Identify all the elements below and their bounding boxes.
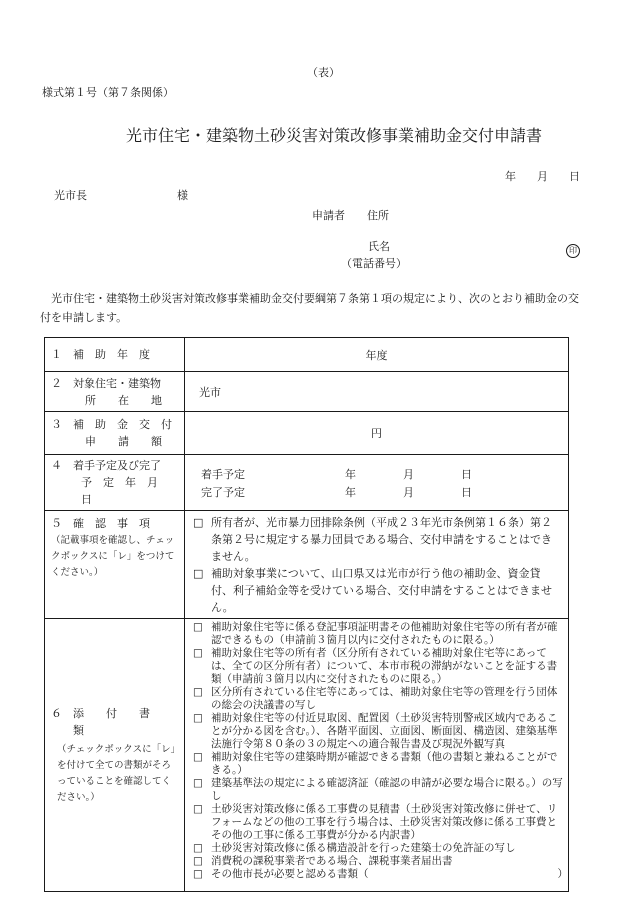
row-number: ４ <box>51 459 62 472</box>
row-confirmation <box>45 511 569 619</box>
row-attachments-label <box>45 619 185 892</box>
confirmation-item <box>193 565 562 616</box>
checkbox[interactable]: □ <box>193 803 203 815</box>
attachment-item <box>193 855 564 868</box>
city-prefix: 光市 <box>199 385 221 399</box>
confirmation-item <box>193 514 562 565</box>
application-form-table <box>44 337 569 892</box>
row-subsidy-year-label <box>45 338 185 372</box>
attachment-item-text: 補助対象住宅等の所有者（区分所有されている補助対象住宅等にあっては、全ての区分所有者）について、本市市税の滞納がないことを証する書類（申請前３箇月以内に交付されたものに限る。） <box>211 647 558 685</box>
applicant-phone-label: （電話番号） <box>341 257 407 270</box>
confirmation-item-text: 所有者が、光市暴力団排除条例（平成２３年光市条例第１６条）第２条第２号に規定する暴力団員である場合、交付申請をすることはできません。 <box>211 516 552 563</box>
end-month: 月 <box>403 485 414 499</box>
applicant-label: 申請者 <box>312 209 345 222</box>
attachment-item <box>193 647 564 686</box>
end-day: 日 <box>461 485 472 499</box>
attachment-item <box>193 803 564 842</box>
row-label: 添 付 書 類 <box>73 706 172 737</box>
attachment-item-text: 補助対象住宅等に係る登記事項証明書その他補助対象住宅等の所有者が確認できるもの（申請前３箇月以内に交付されたものに限る。） <box>211 621 558 646</box>
amount-field[interactable] <box>185 412 569 455</box>
checkbox[interactable]: □ <box>193 621 203 633</box>
checkbox[interactable]: □ <box>193 567 204 580</box>
checkbox[interactable]: □ <box>193 647 203 659</box>
row-number: １ <box>51 348 62 361</box>
page-side-label: （表） <box>307 66 340 79</box>
end-label: 完了予定 <box>201 485 245 499</box>
attachment-item <box>193 777 564 803</box>
applicant-address-label: 住所 <box>367 209 389 222</box>
row-amount-label <box>45 412 185 455</box>
attachment-item <box>193 751 564 777</box>
start-day: 日 <box>461 467 472 481</box>
attachment-items <box>185 619 569 892</box>
attachment-item-text: 建築基準法の規定による確認済証（確認の申請が必要な場合に限る。）の写し <box>211 777 563 802</box>
attachment-item-text: 補助対象住宅等の付近見取図、配置図（土砂災害特別警戒区域内であることが分かる図を含む。）、各階平面図、立面図、断面図、構造図、建築基準法施行令第８０条の３の規定への適合報告書及び現況外観写真 <box>211 712 558 750</box>
attachment-item-text: その他市長が必要と認める書類（ ） <box>211 868 568 880</box>
checkbox[interactable]: □ <box>193 777 203 789</box>
attachment-item <box>193 842 564 855</box>
page-title: 光市住宅・建築物土砂災害対策改修事業補助金交付申請書 <box>126 126 543 145</box>
date-year-label: 年 <box>505 170 516 183</box>
row-subsidy-year <box>45 338 569 372</box>
date-month-label: 月 <box>537 170 548 183</box>
checkbox[interactable]: □ <box>193 712 203 724</box>
year-unit: 年度 <box>365 348 388 362</box>
row-location-label <box>45 372 185 412</box>
checkbox[interactable]: □ <box>193 842 203 854</box>
end-year: 年 <box>345 485 356 499</box>
addressee-honorific: 様 <box>177 189 188 202</box>
confirmation-item-text: 補助対象事業について、山口県又は光市が行う他の補助金、資金貸付、利子補給金等を受けている場合、交付申請をすることはできません。 <box>211 567 552 614</box>
subsidy-year-field[interactable] <box>185 338 569 372</box>
row-amount <box>45 412 569 455</box>
attachment-item <box>193 868 568 881</box>
row-label-line2: 所 在 地 <box>85 393 162 407</box>
row-note: （チェックボックスに「レ」を付けて全ての書類がそろっていることを確認してください。） <box>57 743 176 803</box>
row-label: 補 助 年 度 <box>73 348 150 361</box>
schedule-field[interactable] <box>185 455 569 511</box>
location-field[interactable] <box>185 372 569 412</box>
start-year: 年 <box>345 467 356 481</box>
addressee-name: 光市長 <box>54 189 87 202</box>
intro-paragraph: 光市住宅・建築物土砂災害対策改修事業補助金交付要綱第７条第１項の規定により、次のとおり補助金の交付を申請します。 <box>40 292 579 324</box>
row-note: （記載事項を確認し、チェックボックスに「レ」をつけてください。） <box>51 535 175 578</box>
seal-icon: 印 <box>566 244 580 258</box>
checkbox[interactable]: □ <box>193 686 203 698</box>
row-schedule-label <box>45 455 185 511</box>
row-location <box>45 372 569 412</box>
row-confirmation-label <box>45 511 185 619</box>
row-number: ３ <box>51 418 62 431</box>
row-number: ２ <box>51 376 62 390</box>
attachment-item <box>193 712 564 751</box>
attachment-item-text: 土砂災害対策改修に係る構造設計を行った建築士の免許証の写し <box>211 842 516 854</box>
yen-unit: 円 <box>371 427 382 440</box>
row-attachments <box>45 619 569 892</box>
row-number: ５ <box>51 517 62 530</box>
attachment-item-text: 消費税の課税事業者である場合、課税事業者届出書 <box>211 855 453 867</box>
attachment-item-text: 補助対象住宅等の建築時期が確認できる書類（他の書類と兼ねることができる。） <box>211 751 558 776</box>
seal-mark <box>566 238 580 258</box>
attachment-item-text: 土砂災害対策改修に係る工事費の見積書（土砂災害対策改修に併せて、リフォームなどの他の工事を行う場合は、土砂災害対策改修に係る工事費とその他の工事に係る工事費が分かる内訳書） <box>211 803 558 841</box>
form-number: 様式第１号（第７条関係） <box>42 86 174 99</box>
row-schedule <box>45 455 569 511</box>
row-label: 確 認 事 項 <box>73 517 150 530</box>
checkbox[interactable]: □ <box>193 516 204 529</box>
checkbox[interactable]: □ <box>193 868 203 880</box>
attachment-item-text: 区分所有されている住宅等にあっては、補助対象住宅等の管理を行う団体の総会の決議書の写し <box>211 686 558 711</box>
row-label-line1: 補 助 金 交 付 <box>73 418 172 431</box>
attachment-item <box>193 621 564 647</box>
applicant-name-label: 氏名 <box>368 240 390 253</box>
row-label-line1: 着手予定及び完了 <box>73 459 161 472</box>
row-number: ６ <box>51 706 62 720</box>
checkbox[interactable]: □ <box>193 855 203 867</box>
start-month: 月 <box>403 467 414 481</box>
row-label-line2: 予 定 年 月 日 <box>81 476 169 506</box>
start-label: 着手予定 <box>201 467 245 481</box>
attachment-item <box>193 686 564 712</box>
row-label-line2: 申 請 額 <box>85 435 162 448</box>
row-label-line1: 対象住宅・建築物 <box>73 376 161 390</box>
confirmation-items <box>185 511 569 619</box>
checkbox[interactable]: □ <box>193 751 203 763</box>
date-day-label: 日 <box>569 170 580 183</box>
